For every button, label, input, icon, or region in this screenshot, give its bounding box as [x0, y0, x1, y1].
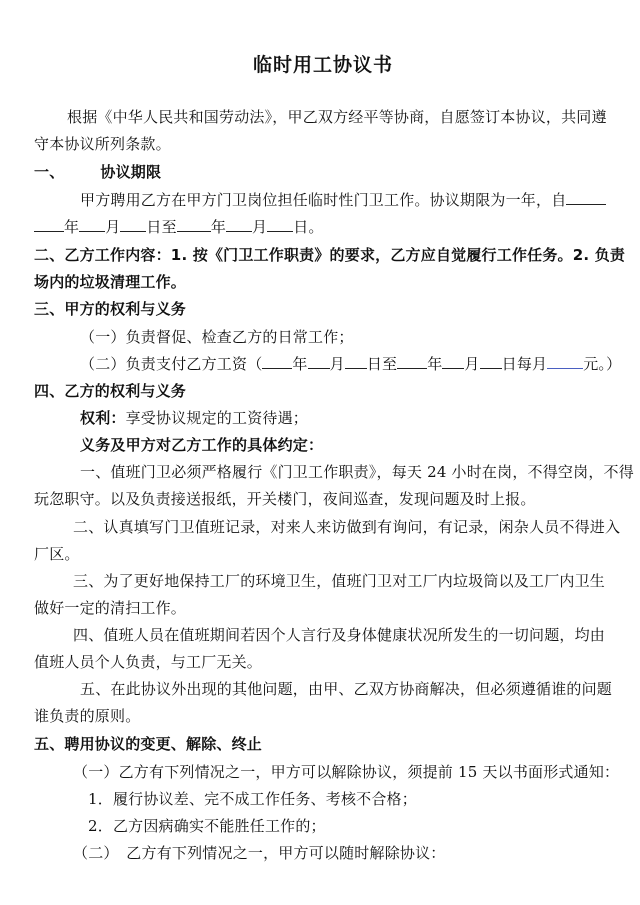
salary-clause-text: （二）负责支付乙方工资（: [80, 355, 263, 373]
duty-3-line-1: 三、为了更好地保持工厂的环境卫生，值班门卫对工厂内垃圾筒以及工厂内卫生: [73, 572, 606, 590]
blank-start-month: [79, 217, 105, 232]
label-year: 年: [210, 218, 227, 236]
blank-salary-amount: [547, 354, 583, 369]
label-yuan: 元。）: [583, 355, 622, 373]
blank-salary-end-day: [480, 354, 502, 369]
label-day-monthly: 日每月: [501, 355, 548, 373]
document-title: 临时用工协议书: [253, 54, 394, 76]
blank-salary-start-month: [308, 354, 330, 369]
duty-1-line-1: 一、值班门卫必须严格履行《门卫工作职责》，每天 24 小时在岗，不得空岗，不得: [80, 463, 634, 481]
section-3-item-2: [80, 354, 621, 374]
label-day-to: 日至: [146, 218, 177, 236]
section-3-item-1: （一）负责督促、检查乙方的日常工作；: [80, 328, 354, 346]
section-5-subitem-1: 1．履行协议差、完不成工作任务、考核不合格；: [88, 790, 417, 808]
duty-2-line-1: 二、认真填写门卫值班记录，对来人来访做到有询问，有记录，闲杂人员不得进入: [73, 518, 621, 536]
rights-text: 享受协议规定的工资待遇；: [125, 409, 309, 427]
section-2-line-2: 场内的垃圾清理工作。: [34, 273, 187, 291]
blank-salary-end-year: [397, 354, 427, 369]
section-4-duties-label: 义务及甲方对乙方工作的具体约定：: [80, 436, 324, 454]
intro-paragraph-line-1: 根据《中华人民共和国劳动法》，甲乙双方经平等协商，自愿签订本协议，共同遵: [67, 108, 607, 126]
section-5-item-2: （二） 乙方有下列情况之一，甲方可以随时解除协议：: [73, 844, 446, 862]
duty-2-line-2: 厂区。: [34, 545, 80, 563]
duty-3-line-2: 做好一定的清扫工作。: [34, 599, 187, 617]
label-month: 月: [329, 355, 345, 373]
label-month: 月: [105, 218, 121, 236]
section-1-heading: [34, 162, 161, 182]
section-1-title: 协议期限: [100, 163, 162, 181]
section-4-rights: [80, 408, 308, 428]
duty-4-line-1: 四、值班人员在值班期间若因个人言行及身体健康状况所发生的一切问题，均由: [73, 626, 606, 644]
label-day-to: 日至: [366, 355, 398, 373]
blank-end-day: [267, 217, 293, 232]
label-year: 年: [427, 355, 443, 373]
blank-end-year: [177, 217, 211, 232]
duty-4-line-2: 值班人员个人负责，与工厂无关。: [34, 653, 263, 671]
rights-label: 权利：: [80, 409, 126, 427]
section-5-item-1: （一）乙方有下列情况之一，甲方可以解除协议，须提前 15 天以书面形式通知：: [73, 763, 620, 781]
section-5-heading: 五、聘用协议的变更、解除、终止: [34, 735, 263, 753]
blank-salary-end-month: [442, 354, 464, 369]
blank-salary-start-day: [345, 354, 367, 369]
blank-salary-start-year: [262, 354, 292, 369]
intro-paragraph-line-2: 守本协议所列条款。: [34, 135, 171, 153]
blank-start-day: [120, 217, 146, 232]
section-5-subitem-2: 2．乙方因病确实不能胜任工作的；: [88, 817, 326, 835]
duty-5-line-2: 谁负责的原则。: [34, 707, 141, 725]
label-month: 月: [464, 355, 480, 373]
section-1-body-text: 甲方聘用乙方在甲方门卫岗位担任临时性门卫工作。协议期限为一年，自: [80, 191, 567, 209]
label-year: 年: [292, 355, 308, 373]
blank-start-year: [566, 190, 606, 205]
section-2-line-1: 二、乙方工作内容：1. 按《门卫工作职责》的要求，乙方应自觉履行工作任务。2. 负责: [34, 246, 626, 264]
section-3-heading: 三、甲方的权利与义务: [34, 300, 187, 318]
label-year: 年: [64, 218, 80, 236]
label-month: 月: [252, 218, 268, 236]
section-1-body-line-2: [34, 217, 324, 237]
duty-5-line-1: 五、在此协议外出现的其他问题，由甲、乙双方协商解决，但必须遵循谁的问题: [80, 680, 613, 698]
section-4-heading: 四、乙方的权利与义务: [34, 382, 187, 400]
section-1-body-line-1: [80, 190, 606, 210]
label-day: 日。: [293, 218, 324, 236]
blank-end-month: [226, 217, 252, 232]
blank-start-year-field: [34, 217, 64, 232]
duty-1-line-2: 玩忽职守。以及负责接送报纸，开关楼门，夜间巡查，发现问题及时上报。: [34, 490, 536, 508]
section-1-number: 一、: [34, 163, 65, 181]
